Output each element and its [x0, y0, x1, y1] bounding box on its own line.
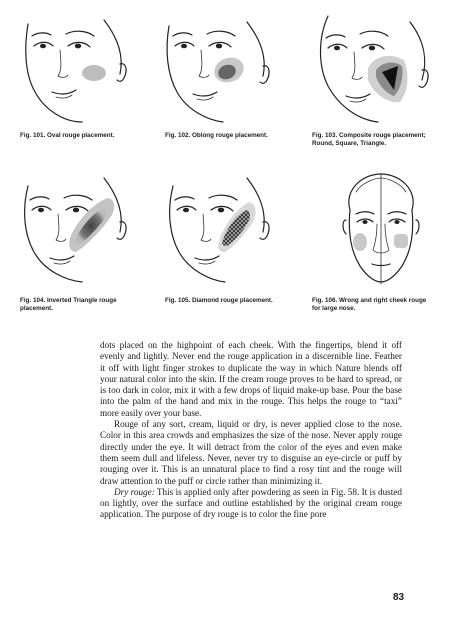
face-illustration-104 [18, 172, 138, 287]
caption-fig-105: Fig. 105. Diamond rouge placement. [165, 297, 273, 304]
face-illustration-105 [163, 172, 283, 287]
caption-fig-103: Fig. 103. Composite rouge placement; Round, Square, Triangle. [312, 132, 426, 147]
paragraph-dry-rouge [100, 487, 402, 521]
paragraph-rouge-placement: Rouge of any sort, cream, liquid or dry, is never applied close to the nose. Color in this area crowds and emphasizes the size of the nose. Never apply rouge directly under the eye. It will detract from the color of the eyes and even make them seem dull and lifeless. Never, never try to disguise an eye-circle or puff by rouging over it. This is an unnatural place to find a rosy tint and the rouge will draw attention to the puff or circle rather than minimizing it. [100, 419, 402, 486]
caption-fig-106: Fig. 106. Wrong and right cheek rouge for large nose. [312, 297, 427, 312]
oval-rouge-mark [82, 65, 106, 81]
page-number: 83 [393, 592, 405, 603]
wrong-cheek-rouge-mark [353, 233, 367, 251]
figure-102 [163, 18, 283, 128]
face-illustration-102 [163, 18, 283, 128]
face-illustration-101 [20, 18, 140, 128]
caption-fig-102: Fig. 102. Oblong rouge placement. [165, 132, 268, 139]
figure-103 [308, 8, 438, 128]
body-text [100, 340, 402, 521]
face-illustration-106 [336, 170, 426, 288]
figure-101 [20, 18, 140, 128]
caption-fig-104: Fig. 104. Inverted Triangle rouge placement. [20, 297, 117, 312]
figure-106 [336, 170, 426, 288]
caption-fig-101: Fig. 101. Oval rouge placement. [20, 132, 115, 139]
dry-rouge-text: This is applied only after powdering as seen in Fig. 58. It is dusted on lightly, over the surface and outline established by the original cream rouge application. The purpose of dry rouge is to color the fine pore [100, 486, 402, 520]
right-cheek-rouge-mark [394, 234, 408, 248]
dry-rouge-term: Dry rouge: [114, 486, 155, 497]
face-illustration-103 [308, 8, 438, 128]
figure-105 [163, 172, 283, 287]
paragraph-continued: dots placed on the highpoint of each cheek. With the fingertips, blend it off evenly and lightly. Never end the rouge application in a discernible line. Feather it off with light finger strokes to duplicate the way in which Nature blends off your natural color into the skin. If the cream rouge proves to be hard to spread, or is too dark in color, mix it with a few drops of liquid make-up base. Pour the base into the palm of the hand and mix in the rouge. This helps the rouge to “taxi” more easily over your base. [100, 340, 402, 418]
figure-104 [18, 172, 138, 287]
